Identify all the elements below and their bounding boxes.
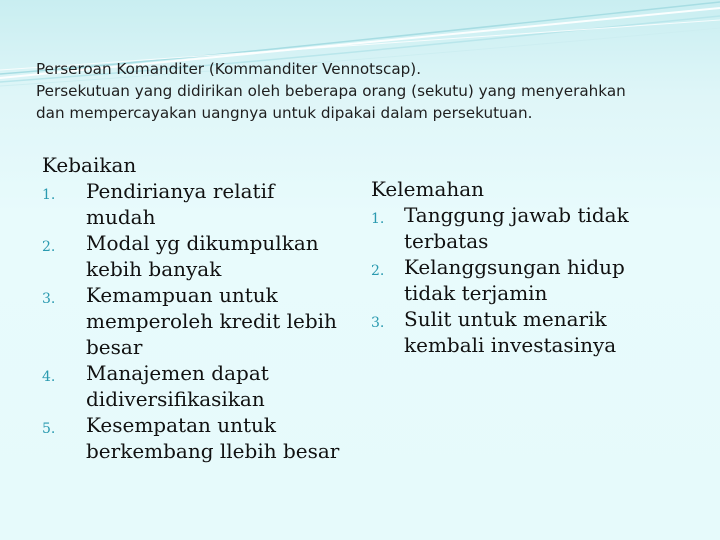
kebaikan-column [42, 152, 362, 464]
list-number: 2. [371, 263, 385, 279]
list-item-text: memperoleh kredit lebih [86, 309, 337, 333]
list-item [371, 254, 671, 306]
kebaikan-list [42, 178, 362, 464]
list-number: 3. [42, 291, 56, 307]
list-item-text: kebih banyak [86, 257, 222, 281]
list-item-text: Pendirianya relatif [86, 179, 275, 203]
list-item-text: Kesempatan untuk [86, 413, 277, 437]
list-number: 2. [42, 239, 56, 255]
list-item-text: terbatas [404, 229, 489, 253]
list-item-text: Manajemen dapat [86, 361, 269, 385]
list-item-text: mudah [86, 205, 156, 229]
slide-header [36, 58, 696, 124]
list-item-text: kembali investasinya [404, 333, 617, 357]
list-item-text: Kemampuan untuk [86, 283, 278, 307]
list-item [42, 230, 362, 282]
list-item-text: Kelanggsungan hidup [404, 255, 625, 279]
header-title: Perseroan Komanditer (Kommanditer Vennotscap). [36, 60, 422, 78]
list-number: 1. [371, 211, 385, 227]
list-item [42, 282, 362, 360]
list-item [42, 360, 362, 412]
kelemahan-list [371, 202, 671, 358]
list-item [42, 412, 362, 464]
list-item [42, 178, 362, 230]
header-description-line-1: Persekutuan yang didirikan oleh beberapa orang (sekutu) yang menyerahkan [36, 82, 626, 100]
list-item-text: Tanggung jawab tidak [404, 203, 629, 227]
list-item-text: besar [86, 335, 143, 359]
list-item-text: berkembang llebih besar [86, 439, 340, 463]
list-item-text: Modal yg dikumpulkan [86, 231, 319, 255]
list-item [371, 306, 671, 358]
list-number: 1. [42, 187, 56, 203]
list-item-text: tidak terjamin [404, 281, 548, 305]
list-number: 3. [371, 315, 385, 331]
list-number: 5. [42, 421, 56, 437]
list-item [371, 202, 671, 254]
list-number: 4. [42, 369, 56, 385]
list-item-text: Sulit untuk menarik [404, 307, 607, 331]
header-description-line-2: dan mempercayakan uangnya untuk dipakai dalam persekutuan. [36, 104, 533, 122]
kelemahan-title: Kelemahan [371, 177, 485, 201]
kebaikan-title: Kebaikan [42, 153, 137, 177]
list-item-text: didiversifikasikan [86, 387, 265, 411]
kelemahan-column [371, 176, 671, 358]
